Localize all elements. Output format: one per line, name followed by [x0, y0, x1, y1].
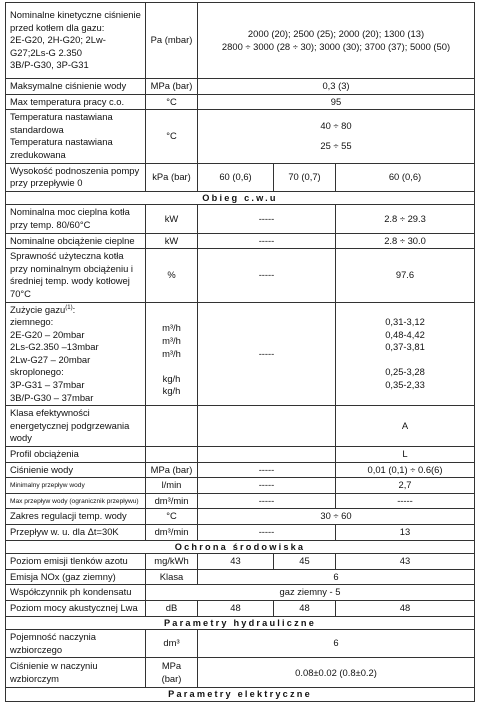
- row-value-1: -----: [198, 233, 336, 249]
- row-unit: [146, 447, 198, 463]
- row-unit: kPa (bar): [146, 163, 198, 191]
- section-header: [6, 616, 475, 630]
- spec-sheet: [5, 2, 474, 702]
- row-value: 0,3 (3): [198, 79, 475, 95]
- table-row: [6, 163, 475, 191]
- gas-row-5: 3B/P-G30 – 37mbar: [10, 391, 94, 403]
- row-value-2: L: [336, 447, 475, 463]
- row-unit: MPa (bar): [146, 658, 198, 688]
- row-unit: mg/kWh: [146, 554, 198, 570]
- table-row: [6, 447, 475, 463]
- row-unit: °C: [146, 110, 198, 163]
- row-unit: °C: [146, 509, 198, 525]
- table-row: [6, 554, 475, 570]
- gas-row-1: 2E-G20 – 20mbar: [10, 328, 85, 340]
- set-temp-label-1: Temperatura nastawiana standardowa: [10, 111, 113, 135]
- row-label: Emisja NOx (gaz ziemny): [6, 569, 146, 585]
- table-row: [6, 509, 475, 525]
- row-value-1: [198, 406, 336, 447]
- table-row: [6, 569, 475, 585]
- table-row: [6, 406, 475, 447]
- row-label: Wysokość podnoszenia pompy przy przepływie 0: [6, 163, 146, 191]
- row-value: 95: [198, 94, 475, 110]
- row-unit: kW: [146, 233, 198, 249]
- row-value: gaz ziemny - 5: [146, 585, 475, 601]
- row-label: Ciśnienie wody: [6, 462, 146, 478]
- gas-value-3: 0,37-3,81: [385, 341, 425, 353]
- row-value-3: 48: [336, 600, 475, 616]
- row-unit: Pa (mbar): [146, 3, 198, 79]
- pressure-line-2: 2800 ÷ 3000 (28 ÷ 30); 3000 (30); 3700 (37); 5000 (50): [221, 40, 451, 52]
- table-row: [6, 94, 475, 110]
- row-value-2: 45: [274, 554, 336, 570]
- row-unit: °C: [146, 94, 198, 110]
- table-row: [6, 630, 475, 658]
- gas-value-2: 0,48-4,42: [385, 328, 425, 340]
- set-temp-label-2: Temperatura nastawiana zredukowana: [10, 136, 113, 160]
- row-value-1: 48: [198, 600, 274, 616]
- row-value-2: 97.6: [336, 249, 475, 302]
- row-value-2: 2,7: [336, 478, 475, 494]
- row-unit: dm³/min: [146, 525, 198, 541]
- row-value-2: [336, 302, 475, 406]
- row-value: [198, 110, 475, 163]
- row-unit: dm³: [146, 630, 198, 658]
- row-label: Współczynnik ph kondensatu: [6, 585, 146, 601]
- gas-unit-5: kg/h: [162, 385, 181, 397]
- row-label: Zakres regulacji temp. wody: [6, 509, 146, 525]
- row-value-1: -----: [198, 302, 336, 406]
- table-row: [6, 658, 475, 688]
- section-title-env: Ochrona środowiska: [6, 540, 475, 554]
- table-row: [6, 525, 475, 541]
- gas-unit-3: m³/h: [162, 347, 181, 359]
- table-row: [6, 205, 475, 233]
- row-label: Minimalny przepływ wody: [6, 478, 146, 494]
- row-value: 6: [198, 569, 475, 585]
- row-unit: %: [146, 249, 198, 302]
- row-label: Maksymalne ciśnienie wody: [6, 79, 146, 95]
- row-value-3: 60 (0,6): [336, 163, 475, 191]
- row-label: [6, 110, 146, 163]
- gas-liquid: skroplonego:: [10, 366, 64, 378]
- row-unit: [146, 302, 198, 406]
- pressure-line-1: 2000 (20); 2500 (25); 2000 (20); 1300 (13): [247, 27, 425, 39]
- row-value-1: -----: [198, 493, 336, 509]
- row-value-2: 2.8 ÷ 30.0: [336, 233, 475, 249]
- row-value-1: 43: [198, 554, 274, 570]
- row-unit: Klasa: [146, 569, 198, 585]
- row-label: Nominalne kinetyczne ciśnienie przed kotłem dla gazu: 2E-G20, 2H-G20; 2Lw-G27;2Ls-G 2.350 3B/P-G30, 3P-G31: [6, 3, 146, 79]
- row-label: Max temperatura pracy c.o.: [6, 94, 146, 110]
- gas-value-5: 0,35-2,33: [385, 379, 425, 391]
- row-value-1: [198, 447, 336, 463]
- row-label: Zużycie gazu$^{(1)}$: ziemnego: 2E-G20 – 20mbar 2Ls-G2.350 –13mbar 2Lw-G27 – 20mbar skroplonego: 3P-G31 – 37mbar 3B/P-G30 – 37mbar: [6, 302, 146, 406]
- row-value-2: A: [336, 406, 475, 447]
- row-value-1: -----: [198, 462, 336, 478]
- gas-value-1: 0,31-3,12: [385, 316, 425, 328]
- row-unit: kW: [146, 205, 198, 233]
- row-unit: MPa (bar): [146, 462, 198, 478]
- gas-value-4: 0,25-3,28: [385, 366, 425, 378]
- gas-title: Zużycie gazu: [10, 303, 66, 315]
- table-row: [6, 462, 475, 478]
- row-label: Pojemność naczynia wzbiorczego: [6, 630, 146, 658]
- row-value-3: 43: [336, 554, 475, 570]
- gas-footnote: (1): [65, 304, 73, 311]
- gas-row-3: 2Lw-G27 – 20mbar: [10, 353, 91, 365]
- row-value-2: 2.8 ÷ 29.3: [336, 205, 475, 233]
- section-header: [6, 540, 475, 554]
- row-value-1: -----: [198, 249, 336, 302]
- row-value: [198, 3, 475, 79]
- row-value-2: 13: [336, 525, 475, 541]
- row-value: 30 ÷ 60: [198, 509, 475, 525]
- row-value-1: -----: [198, 205, 336, 233]
- table-row: [6, 79, 475, 95]
- row-value-1: 60 (0,6): [198, 163, 274, 191]
- spec-table: [5, 2, 475, 702]
- gas-row-2: 2Ls-G2.350 –13mbar: [10, 341, 99, 353]
- row-label: Max przepływ wody (ogranicznik przepływu): [6, 493, 146, 509]
- gas-unit-1: m³/h: [162, 322, 181, 334]
- row-label: Nominalna moc cieplna kotła przy temp. 80/60°C: [6, 205, 146, 233]
- table-row: [6, 600, 475, 616]
- row-value-2: 70 (0,7): [274, 163, 336, 191]
- row-value-2: -----: [336, 493, 475, 509]
- table-row: [6, 249, 475, 302]
- row-label: Klasa efektywności energetycznej podgrzewania wody: [6, 406, 146, 447]
- row-unit: dB: [146, 600, 198, 616]
- section-title-hydraulic: Parametry hydrauliczne: [6, 616, 475, 630]
- table-row: [6, 302, 475, 406]
- row-value: 6: [198, 630, 475, 658]
- table-row: [6, 493, 475, 509]
- row-label: Nominalne obciążenie cieplne: [6, 233, 146, 249]
- row-label: Przepływ w. u. dla Δt=30K: [6, 525, 146, 541]
- gas-row-4: 3P-G31 – 37mbar: [10, 379, 85, 391]
- row-label: Ciśnienie w naczyniu wzbiorczym: [6, 658, 146, 688]
- row-value: 0.08±0.02 (0.8±0.2): [198, 658, 475, 688]
- section-header: [6, 688, 475, 702]
- row-value-2: 48: [274, 600, 336, 616]
- row-value-1: -----: [198, 525, 336, 541]
- row-label: Profil obciążenia: [6, 447, 146, 463]
- section-title-cwu: Obieg c.w.u: [6, 191, 475, 205]
- section-title-electric: Parametry elektryczne: [6, 688, 475, 702]
- set-temp-value-1: 40 ÷ 80: [320, 119, 352, 131]
- set-temp-value-2: 25 ÷ 55: [320, 140, 352, 152]
- row-unit: [146, 406, 198, 447]
- table-row: [6, 478, 475, 494]
- gas-unit-4: kg/h: [162, 372, 181, 384]
- row-value-2: 0,01 (0,1) ÷ 0.6(6): [336, 462, 475, 478]
- row-unit: MPa (bar): [146, 79, 198, 95]
- row-unit: dm³/min: [146, 493, 198, 509]
- gas-natural: ziemnego:: [10, 316, 54, 328]
- row-label: Poziom mocy akustycznej Lwa: [6, 600, 146, 616]
- section-header: [6, 191, 475, 205]
- table-row: [6, 110, 475, 163]
- table-row: [6, 3, 475, 79]
- gas-unit-2: m³/h: [162, 334, 181, 346]
- row-unit: l/min: [146, 478, 198, 494]
- row-label: Sprawność użyteczna kotła przy nominalnym obciążeniu i średniej temp. wody kotłowej 70°C: [6, 249, 146, 302]
- row-value-1: -----: [198, 478, 336, 494]
- row-label: Poziom emisji tlenków azotu: [6, 554, 146, 570]
- table-row: [6, 585, 475, 601]
- table-row: [6, 233, 475, 249]
